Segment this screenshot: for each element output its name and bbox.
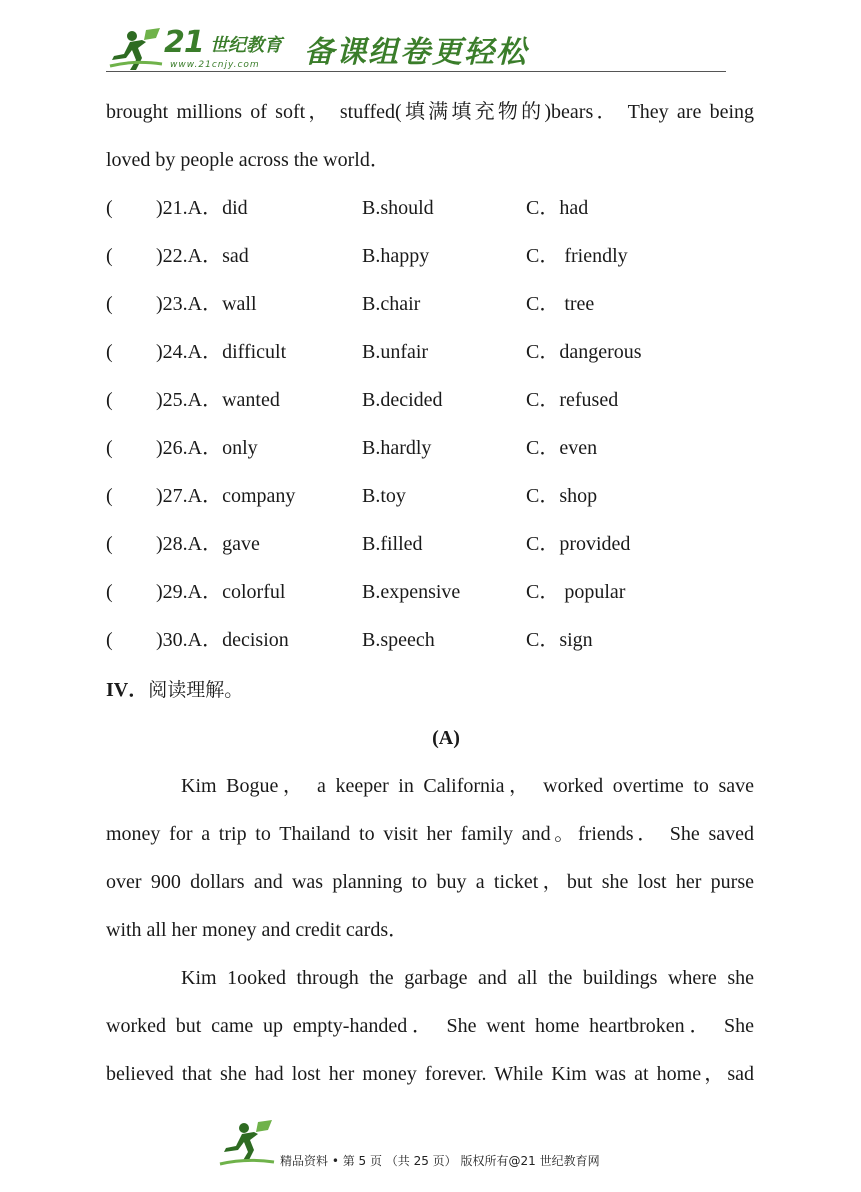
option-b: B.chair xyxy=(362,293,421,315)
option-c: C．sign xyxy=(526,629,593,651)
option-c: C．dangerous xyxy=(526,341,642,363)
answer-blank[interactable]: ( xyxy=(106,581,113,603)
option-a: )27.A．company xyxy=(156,485,296,507)
option-b: B.should xyxy=(362,197,434,219)
option-a: )29.A．colorful xyxy=(156,581,286,603)
question-row xyxy=(106,628,756,652)
answer-blank[interactable]: ( xyxy=(106,197,113,219)
header-divider xyxy=(106,71,726,72)
footer-text: 精品资料 • 第 5 页 （共 25 页） 版权所有@21 世纪教育网 xyxy=(280,1154,600,1168)
page-header xyxy=(106,22,726,76)
passage-line: brought millions of soft， stuffed(填满填充物的)bears． They are being xyxy=(106,101,754,123)
option-b: B.happy xyxy=(362,245,430,267)
reading-line: believed that she had lost her money forever. While Kim was at home，sad xyxy=(106,1063,754,1085)
answer-blank[interactable]: ( xyxy=(106,437,113,459)
option-a: )24.A．difficult xyxy=(156,341,287,363)
option-c: C． friendly xyxy=(526,245,628,267)
logo-brand-text: 世纪教育 xyxy=(210,35,282,56)
passage-line: loved by people across the world． xyxy=(106,149,390,171)
question-row xyxy=(106,388,756,412)
option-c: C．refused xyxy=(526,389,619,411)
reading-line: Kim Bogue， a keeper in California， worked overtime to save xyxy=(181,775,754,797)
runner-logo-icon xyxy=(106,26,164,72)
option-c: C．had xyxy=(526,197,589,219)
answer-blank[interactable]: ( xyxy=(106,389,113,411)
question-row xyxy=(106,436,756,460)
option-b: B.unfair xyxy=(362,341,429,363)
option-a: )30.A．decision xyxy=(156,629,289,651)
reading-line: money for a trip to Thailand to visit her family and。friends． She saved xyxy=(106,823,754,845)
question-row xyxy=(106,484,756,508)
question-row xyxy=(106,580,756,604)
answer-blank[interactable]: ( xyxy=(106,485,113,507)
option-c: C．even xyxy=(526,437,598,459)
page-footer xyxy=(218,1118,658,1172)
question-row xyxy=(106,292,756,316)
answer-blank[interactable]: ( xyxy=(106,245,113,267)
option-a: )22.A．sad xyxy=(156,245,249,267)
option-b: B.filled xyxy=(362,533,423,555)
reading-line: over 900 dollars and was planning to buy a ticket，but she lost her purse xyxy=(106,871,754,893)
question-row xyxy=(106,196,756,220)
section-number: IV． xyxy=(106,679,149,701)
question-row xyxy=(106,340,756,364)
answer-blank[interactable]: ( xyxy=(106,341,113,363)
option-b: B.toy xyxy=(362,485,406,507)
option-b: B.hardly xyxy=(362,437,432,459)
passage-subheading: (A) xyxy=(432,727,460,749)
logo-number: 21 xyxy=(164,25,204,60)
option-a: )28.A．gave xyxy=(156,533,260,555)
logo-url: www.21cnjy.com xyxy=(170,60,260,70)
reading-line: worked but came up empty-handed． She went home heartbroken． She xyxy=(106,1015,754,1037)
answer-blank[interactable]: ( xyxy=(106,293,113,315)
answer-blank[interactable]: ( xyxy=(106,533,113,555)
section-title: 阅读理解。 xyxy=(148,679,244,701)
option-c: C． tree xyxy=(526,293,595,315)
option-a: )25.A．wanted xyxy=(156,389,280,411)
option-a: )21.A．did xyxy=(156,197,248,219)
option-a: )26.A．only xyxy=(156,437,258,459)
reading-line: with all her money and credit cards． xyxy=(106,919,409,941)
option-c: C．shop xyxy=(526,485,598,507)
option-b: B.expensive xyxy=(362,581,461,603)
section-heading xyxy=(106,678,243,702)
option-b: B.decided xyxy=(362,389,443,411)
runner-logo-icon xyxy=(218,1118,276,1166)
question-row xyxy=(106,244,756,268)
answer-blank[interactable]: ( xyxy=(106,629,113,651)
question-row xyxy=(106,532,756,556)
reading-line: Kim 1ooked through the garbage and all the buildings where she xyxy=(181,967,754,989)
option-c: C． popular xyxy=(526,581,626,603)
option-a: )23.A．wall xyxy=(156,293,257,315)
option-b: B.speech xyxy=(362,629,435,651)
option-c: C．provided xyxy=(526,533,631,555)
header-slogan: 备课组卷更轻松 xyxy=(304,35,528,70)
